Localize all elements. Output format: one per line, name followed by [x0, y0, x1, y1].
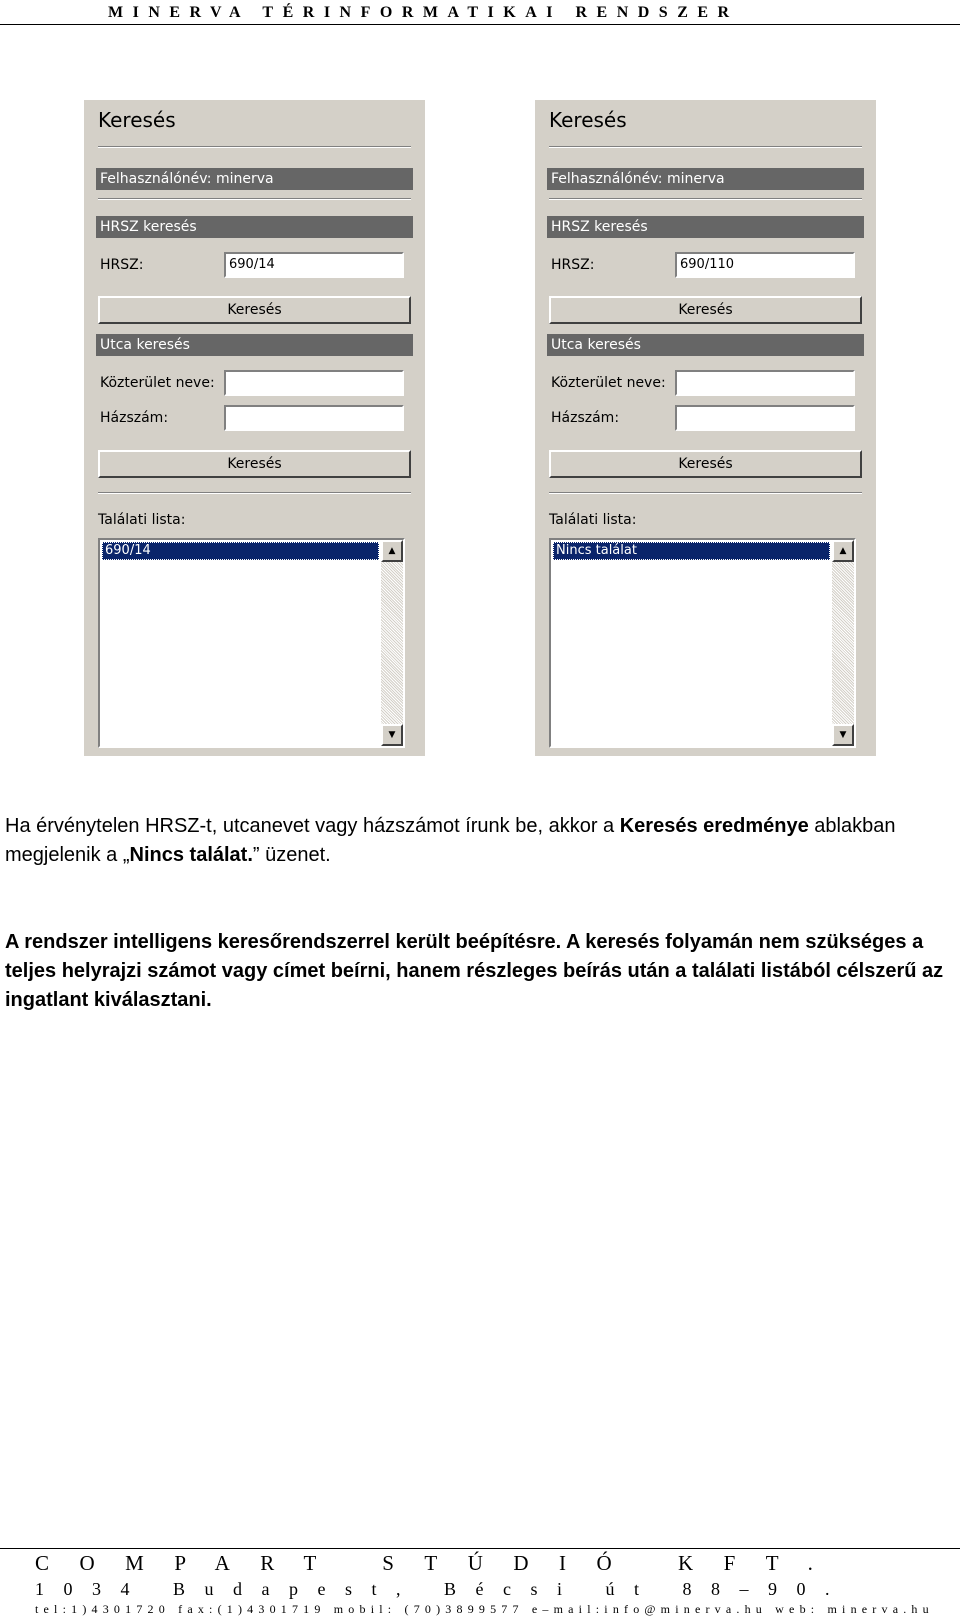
- divider: [549, 198, 862, 200]
- street-label: Közterület neve:: [551, 375, 666, 391]
- street-input[interactable]: [224, 370, 404, 396]
- results-listbox[interactable]: [98, 538, 405, 748]
- paragraph-intelligent-search: A rendszer intelligens keresőrendszerrel került beépítésre. A keresés folyamán nem szükséges a teljes helyrajzi számot vagy címet beírni, hanem részleges beírás után a találati listából célszerű az ingatlant kiválasztani.: [5, 931, 944, 1011]
- results-listbox[interactable]: [549, 538, 856, 748]
- divider: [98, 492, 411, 494]
- divider: [98, 146, 411, 148]
- search-panel-right: [535, 100, 876, 756]
- header-title: MINERVA TÉRINFORMATIKAI RENDSZER: [108, 4, 739, 21]
- results-label: Találati lista:: [98, 512, 186, 528]
- page-footer: [0, 1548, 960, 1618]
- hrsz-search-button[interactable]: Keresés: [549, 296, 862, 324]
- house-number-input[interactable]: [224, 405, 404, 431]
- house-number-input[interactable]: [675, 405, 855, 431]
- text-span: ” üzenet.: [252, 844, 331, 866]
- text-span: Ha érvénytelen HRSZ-t, utcanevet vagy házszámot írunk be, akkor a: [5, 815, 620, 837]
- footer-contact: tel:1)4301720 fax:(1)4301719 mobil: (70)3899577 e–mail:info@minerva.hu web: minerva.hu: [35, 1602, 934, 1616]
- hrsz-section-header: HRSZ keresés: [96, 216, 413, 238]
- scrollbar[interactable]: [381, 540, 403, 746]
- street-label: Közterület neve:: [100, 375, 215, 391]
- hrsz-input[interactable]: 690/14: [224, 252, 404, 278]
- bold-span: Keresés eredménye: [619, 815, 809, 837]
- footer-address: 1034 Budapest, Bécsi út 88–90.: [35, 1579, 849, 1599]
- list-item[interactable]: Nincs találat: [553, 542, 830, 560]
- list-item[interactable]: 690/14: [102, 542, 379, 560]
- scroll-down-icon[interactable]: ▼: [832, 724, 854, 746]
- bold-span: Nincs találat.: [129, 844, 253, 866]
- street-section-header: Utca keresés: [547, 334, 864, 356]
- search-panel-left: [84, 100, 425, 756]
- hrsz-section-header: HRSZ keresés: [547, 216, 864, 238]
- username-bar: Felhasználónév: minerva: [96, 168, 413, 190]
- house-number-label: Házszám:: [551, 410, 620, 426]
- paragraph-invalid-input: [5, 812, 960, 870]
- username-bar: Felhasználónév: minerva: [547, 168, 864, 190]
- street-search-button[interactable]: Keresés: [98, 450, 411, 478]
- panel-title: Keresés: [549, 108, 627, 132]
- results-label: Találati lista:: [549, 512, 637, 528]
- scroll-down-icon[interactable]: ▼: [381, 724, 403, 746]
- hrsz-input[interactable]: 690/110: [675, 252, 855, 278]
- street-input[interactable]: [675, 370, 855, 396]
- divider: [549, 492, 862, 494]
- hrsz-label: HRSZ:: [551, 257, 595, 273]
- panel-title: Keresés: [98, 108, 176, 132]
- hrsz-label: HRSZ:: [100, 257, 144, 273]
- divider: [98, 198, 411, 200]
- divider: [549, 146, 862, 148]
- footer-company: COMPART STÚDIÓ KFT.: [35, 1551, 844, 1575]
- scroll-up-icon[interactable]: ▲: [381, 540, 403, 562]
- text-span: ablakban megjelenik a „: [5, 815, 896, 866]
- scrollbar[interactable]: [832, 540, 854, 746]
- scroll-up-icon[interactable]: ▲: [832, 540, 854, 562]
- house-number-label: Házszám:: [100, 410, 169, 426]
- hrsz-search-button[interactable]: Keresés: [98, 296, 411, 324]
- street-section-header: Utca keresés: [96, 334, 413, 356]
- page-header: [0, 2, 960, 25]
- street-search-button[interactable]: Keresés: [549, 450, 862, 478]
